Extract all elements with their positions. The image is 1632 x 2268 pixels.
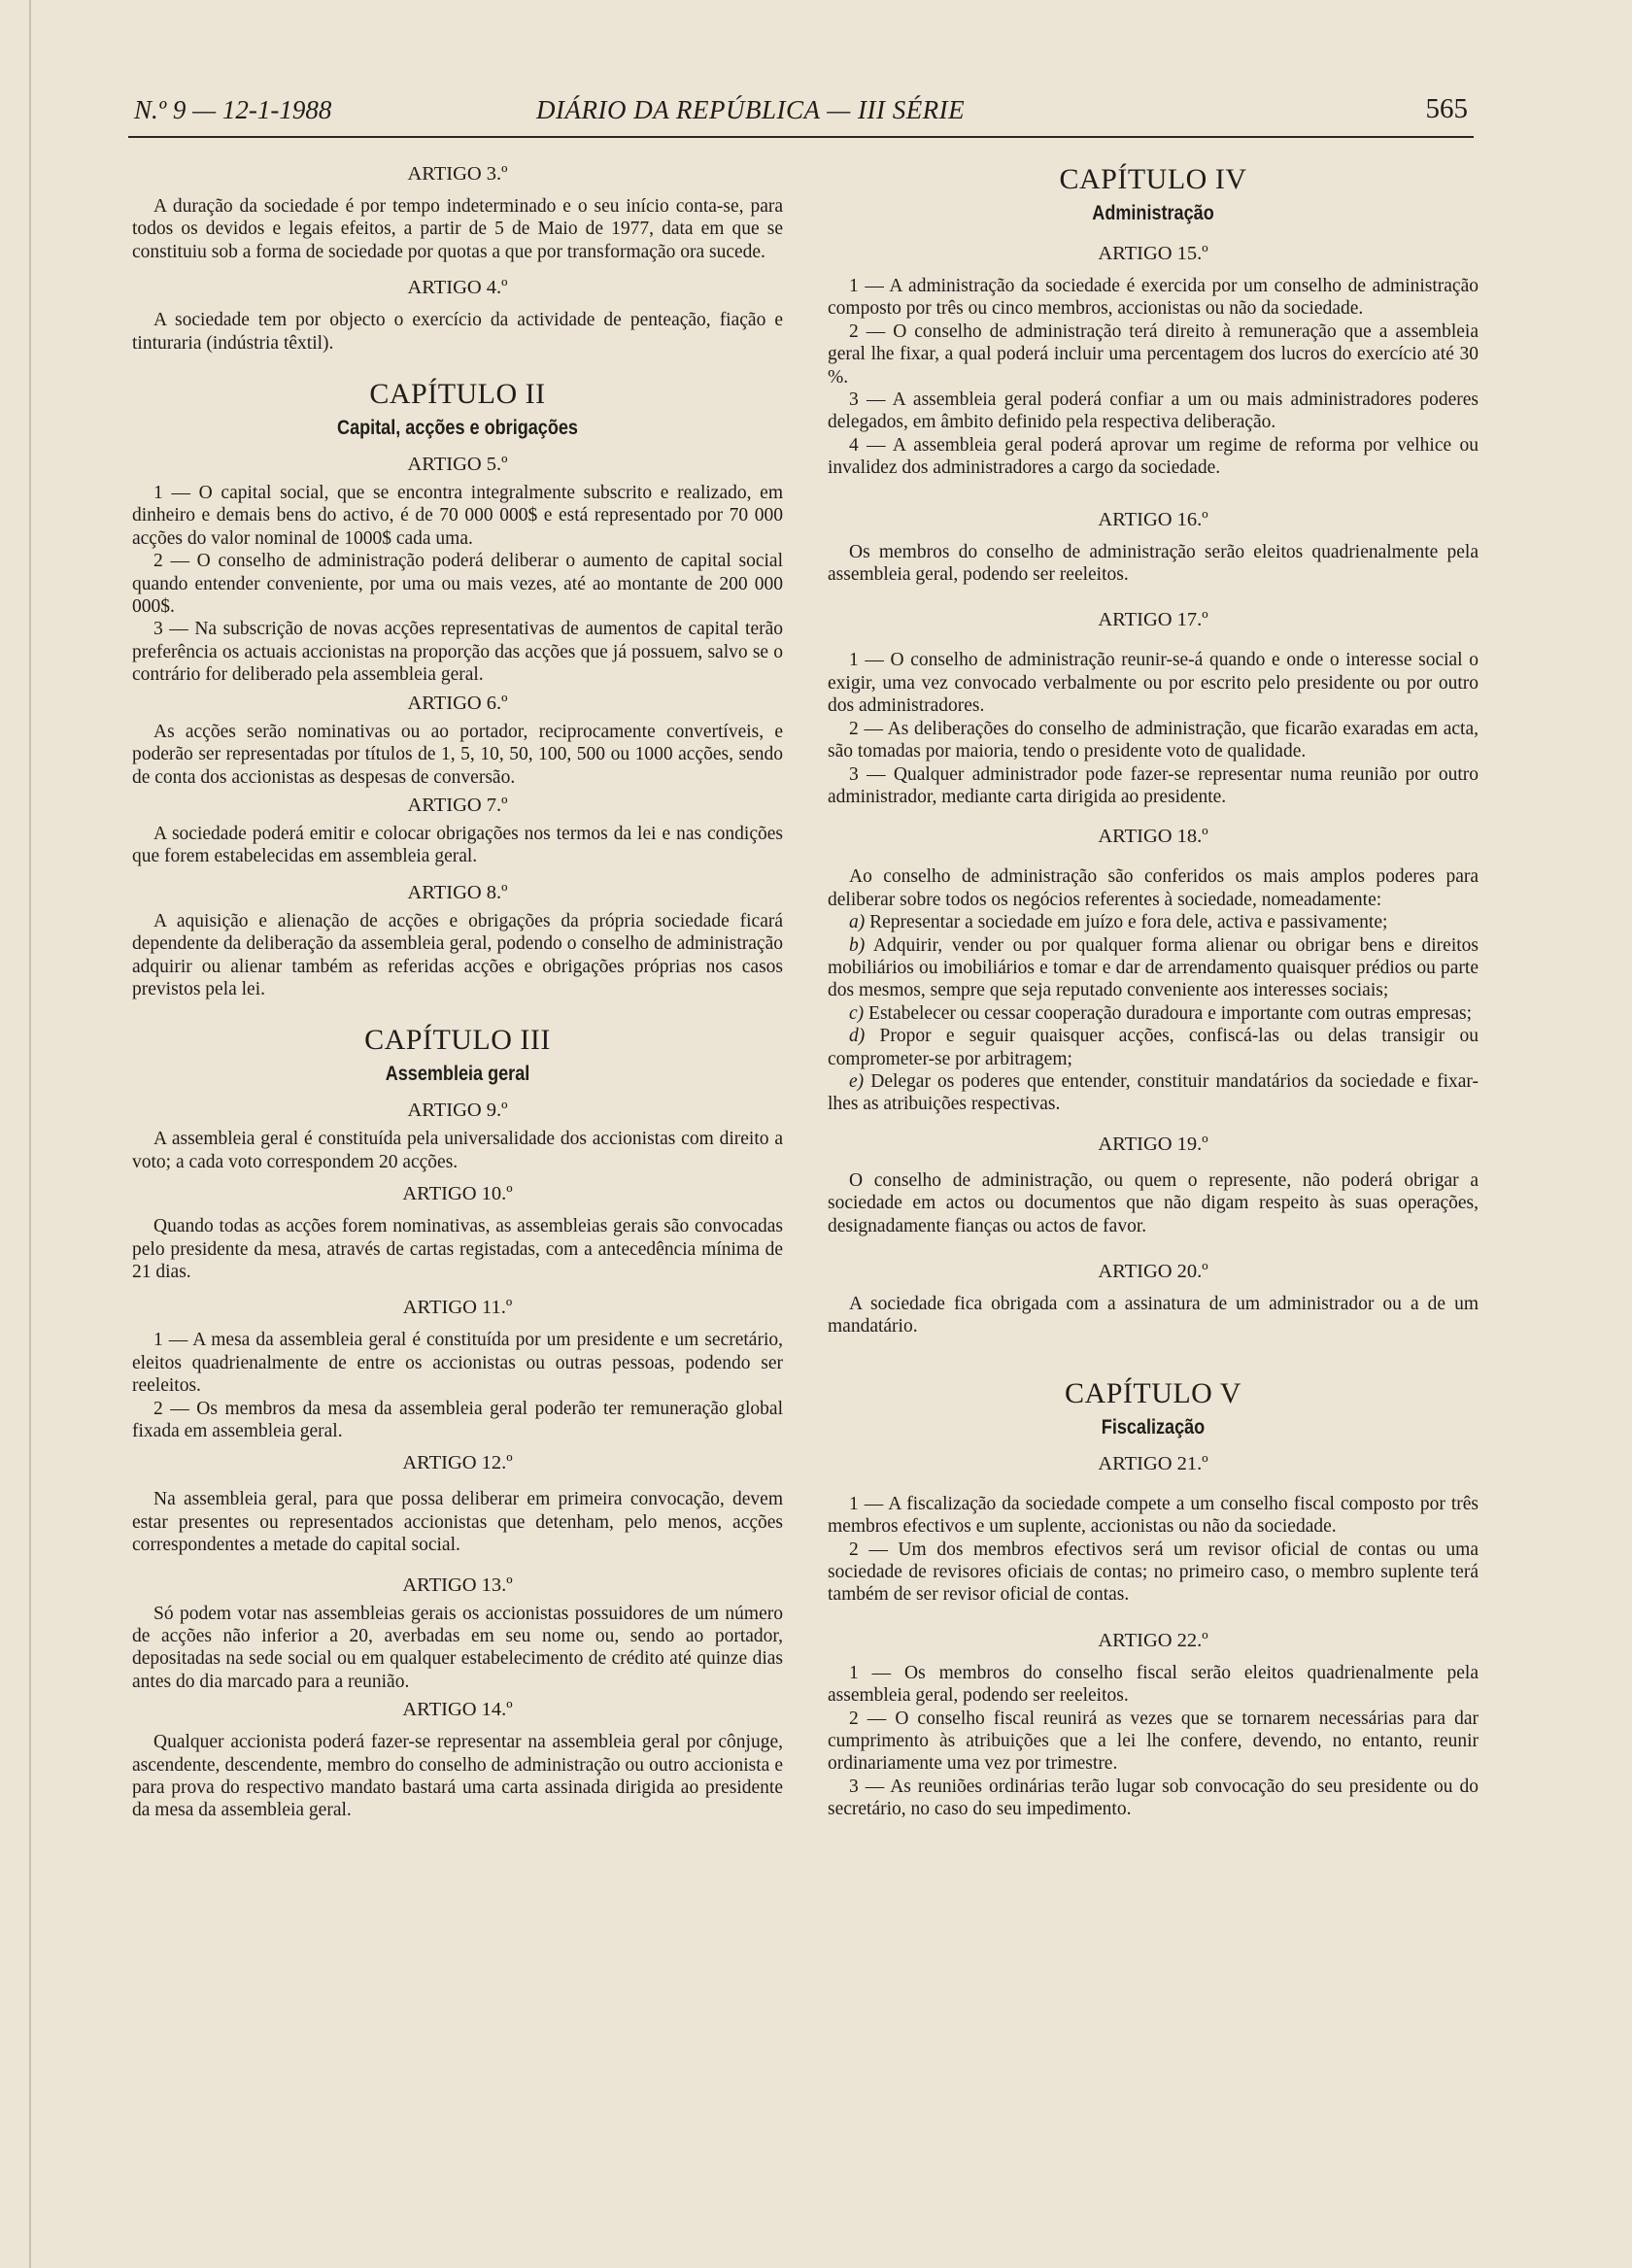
article-heading: ARTIGO 10.º xyxy=(402,1183,513,1205)
article-heading: ARTIGO 13.º xyxy=(402,1574,513,1596)
chapter-title: CAPÍTULO II xyxy=(369,378,546,411)
article-paragraph: Qualquer accionista poderá fazer-se representar na assembleia geral por cônjuge, ascendente, descendente, membro do conselho de administração ou outro accionista e para prova do respectivo mandato bastará uma carta assinada dirigida ao presidente da mesa da assembleia geral. xyxy=(132,1732,783,1821)
list-item-text: Delegar os poderes que entender, constituir mandatários da sociedade e fixar-lhes as atribuições respectivas. xyxy=(828,1070,1479,1115)
list-item-letter: a) xyxy=(849,912,866,933)
article-heading: ARTIGO 4.º xyxy=(407,277,508,299)
article-heading: ARTIGO 7.º xyxy=(407,794,508,816)
list-item xyxy=(828,1002,1479,1025)
article-heading: ARTIGO 5.º xyxy=(407,454,508,476)
article-paragraph: 1 — O conselho de administração reunir-se-á quando e onde o interesse social o exigir, uma vez convocado verbalmente ou por escrito pelo presidente ou por outro dos administradores. xyxy=(828,650,1479,717)
article-paragraph: A aquisição e alienação de acções e obrigações da própria sociedade ficará dependente da deliberação da assembleia geral, podendo o conselho de administração adquirir ou alienar também as referidas acções e obrigações próprias nos casos previstos pela lei. xyxy=(132,910,783,999)
chapter-title: CAPÍTULO V xyxy=(1065,1376,1241,1409)
article-paragraph: 2 — O conselho de administração poderá deliberar o aumento de capital social quando entender conveniente, por uma ou mais vezes, até ao montante de 200 000 000$. xyxy=(132,551,783,618)
article-paragraph: 2 — O conselho fiscal reunirá as vezes que se tornarem necessárias para dar cumprimento às atribuições que a lei lhe confere, devendo, no entanto, reunir ordinariamente uma vez por trimestre. xyxy=(828,1708,1479,1775)
article-paragraph: 3 — As reuniões ordinárias terão lugar sob convocação do seu presidente ou do secretário, no caso do seu impedimento. xyxy=(828,1776,1479,1820)
article-paragraph: 1 — Os membros do conselho fiscal serão eleitos quadrienalmente pela assembleia geral, podendo ser reeleitos. xyxy=(828,1662,1479,1707)
article-paragraph: Só podem votar nas assembleias gerais os accionistas possuidores de um número de acções não inferior a 20, averbadas em seu nome ou, sendo ao portador, depositadas na sede social ou em qualquer estabelecimento de crédito até quinze dias antes do dia marcado para a reunião. xyxy=(132,1603,783,1692)
article-paragraph: A duração da sociedade é por tempo indeterminado e o seu início conta-se, para todos os devidos e legais efeitos, a partir de 5 de Maio de 1977, data em que se constituiu sob a forma de sociedade por quotas a que por transformação ora sucede. xyxy=(132,196,783,262)
article-heading: ARTIGO 20.º xyxy=(1098,1261,1208,1282)
article-paragraph: A sociedade poderá emitir e colocar obrigações nos termos da lei e nas condições que forem estabelecidas em assembleia geral. xyxy=(132,823,783,867)
article-heading: ARTIGO 9.º xyxy=(407,1100,508,1122)
left-column xyxy=(132,163,783,1822)
chapter-title: CAPÍTULO IV xyxy=(1059,163,1247,195)
article-heading: ARTIGO 21.º xyxy=(1098,1452,1208,1474)
article-heading: ARTIGO 15.º xyxy=(1098,243,1208,264)
article-paragraph: Ao conselho de administração são conferidos os mais amplos poderes para deliberar sobre todos os negócios referentes à sociedade, nomeadamente: xyxy=(828,866,1479,910)
page-header xyxy=(128,93,1474,138)
article-heading: ARTIGO 6.º xyxy=(407,692,508,714)
right-column xyxy=(828,163,1479,1821)
list-item-letter: b) xyxy=(849,934,866,956)
page-number: 565 xyxy=(1425,93,1468,124)
list-item xyxy=(828,1070,1479,1116)
article-paragraph: Na assembleia geral, para que possa deliberar em primeira convocação, devem estar presentes ou representados accionistas que detenham, pelo menos, acções correspondentes a metade do capital social. xyxy=(132,1489,783,1556)
list-item-text: Propor e seguir quaisquer acções, confiscá-las ou delas transigir ou comprometer-se por arbitragem; xyxy=(828,1026,1479,1069)
chapter-subtitle: Administração xyxy=(1092,202,1214,224)
journal-title: DIÁRIO DA REPÚBLICA — III SÉRIE xyxy=(536,95,966,124)
article-heading: ARTIGO 16.º xyxy=(1098,508,1208,530)
article-heading: ARTIGO 11.º xyxy=(402,1297,513,1319)
article-heading: ARTIGO 8.º xyxy=(407,881,508,903)
article-paragraph: As acções serão nominativas ou ao portador, reciprocamente convertíveis, e poderão ser representadas por títulos de 1, 5, 10, 50, 100, 500 ou 1000 acções, sendo de conta dos accionistas as despesas de conversão. xyxy=(132,721,783,788)
list-item-text: Representar a sociedade em juízo e fora dele, activa e passivamente; xyxy=(869,912,1388,933)
article-paragraph: 3 — Qualquer administrador pode fazer-se representar numa reunião por outro administrador, mediante carta dirigida ao presidente. xyxy=(828,763,1479,807)
list-item xyxy=(828,934,1479,1002)
article-paragraph: 4 — A assembleia geral poderá aprovar um regime de reforma por velhice ou invalidez dos administradores a cargo da sociedade. xyxy=(828,434,1479,479)
article-paragraph: 3 — A assembleia geral poderá confiar a um ou mais administradores poderes delegados, em âmbito definido pela respectiva deliberação. xyxy=(828,389,1479,433)
article-paragraph: 3 — Na subscrição de novas acções representativas de aumentos de capital terão preferência os actuais accionistas na proporção das acções que já possuem, salvo se o contrário for deliberado pela assembleia geral. xyxy=(132,619,783,686)
issue-number-date: N.º 9 — 12-1-1988 xyxy=(134,95,332,124)
article-paragraph: Quando todas as acções forem nominativas, as assembleias gerais são convocadas pelo presidente da mesa, através de cartas registadas, com a antecedência mínima de 21 dias. xyxy=(132,1216,783,1282)
article-paragraph: A sociedade fica obrigada com a assinatura de um administrador ou a de um mandatário. xyxy=(828,1294,1479,1337)
article-paragraph: Os membros do conselho de administração serão eleitos quadrienalmente pela assembleia geral, podendo ser reeleitos. xyxy=(828,541,1479,586)
article-heading: ARTIGO 19.º xyxy=(1098,1133,1208,1155)
list-item xyxy=(828,1025,1479,1070)
page-edge-line xyxy=(29,0,31,2268)
article-paragraph: 2 — Um dos membros efectivos será um revisor oficial de contas ou uma sociedade de revisores oficiais de contas; no primeiro caso, o membro suplente terá também de ser revisor oficial de contas. xyxy=(828,1539,1479,1606)
chapter-subtitle: Fiscalização xyxy=(1101,1415,1206,1439)
article-paragraph: 1 — A administração da sociedade é exercida por um conselho de administração composto por três ou cinco membros, accionistas ou não da sociedade. xyxy=(828,276,1479,320)
article-paragraph: 1 — A mesa da assembleia geral é constituída por um presidente e um secretário, eleitos quadrienalmente de entre os accionistas ou outras pessoas, podendo ser reeleitos. xyxy=(132,1330,783,1397)
article-heading: ARTIGO 14.º xyxy=(402,1699,513,1721)
article-paragraph: 2 — O conselho de administração terá direito à remuneração que a assembleia geral lhe fixar, a qual poderá incluir uma percentagem dos lucros do exercício até 30 %. xyxy=(828,321,1479,388)
article-paragraph: 1 — O capital social, que se encontra integralmente subscrito e realizado, em dinheiro e demais bens do activo, é de 70 000 000$ e está representado por 70 000 acções do valor nominal de 1000$ cada uma. xyxy=(132,483,783,549)
article-heading: ARTIGO 22.º xyxy=(1098,1629,1208,1651)
list-item xyxy=(828,911,1479,933)
article-paragraph: A assembleia geral é constituída pela universalidade dos accionistas com direito a voto; a cada voto correspondem 20 acções. xyxy=(132,1129,783,1172)
chapter-title: CAPÍTULO III xyxy=(364,1024,551,1057)
article-heading: ARTIGO 3.º xyxy=(407,163,508,185)
list-item-letter: d) xyxy=(849,1026,866,1047)
article-paragraph: 1 — A fiscalização da sociedade compete a um conselho fiscal composto por três membros efectivos e um suplente, accionistas ou não da sociedade. xyxy=(828,1493,1479,1538)
list-item-letter: c) xyxy=(849,1002,865,1024)
article-heading: ARTIGO 12.º xyxy=(402,1452,513,1474)
chapter-subtitle: Capital, acções e obrigações xyxy=(337,417,578,440)
list-item-letter: e) xyxy=(849,1070,865,1092)
list-item-text: Estabelecer ou cessar cooperação duradoura e importante com outras empresas; xyxy=(868,1002,1473,1024)
article-paragraph: 2 — As deliberações do conselho de administração, que ficarão exaradas em acta, são tomadas por maioria, tendo o presidente voto de qualidade. xyxy=(828,718,1479,762)
article-heading: ARTIGO 17.º xyxy=(1098,609,1208,631)
chapter-subtitle: Assembleia geral xyxy=(385,1063,530,1086)
article-paragraph: O conselho de administração, ou quem o represente, não poderá obrigar a sociedade em actos ou documentos que não digam respeito às suas operações, designadamente fianças ou actos de favor. xyxy=(828,1169,1479,1236)
article-heading: ARTIGO 18.º xyxy=(1098,826,1208,848)
list-item-text: Adquirir, vender ou por qualquer forma alienar ou obrigar bens e direitos mobiliários ou imobiliários e tomar e dar de arrendamento quaisquer prédios ou parte dos mesmos, sempre que seja reputado conveniente aos interesses sociais; xyxy=(828,934,1479,1001)
article-paragraph: 2 — Os membros da mesa da assembleia geral poderão ter remuneração global fixada em assembleia geral. xyxy=(132,1398,783,1441)
article-paragraph: A sociedade tem por objecto o exercício da actividade de penteação, fiação e tinturaria (indústria têxtil). xyxy=(132,310,783,354)
